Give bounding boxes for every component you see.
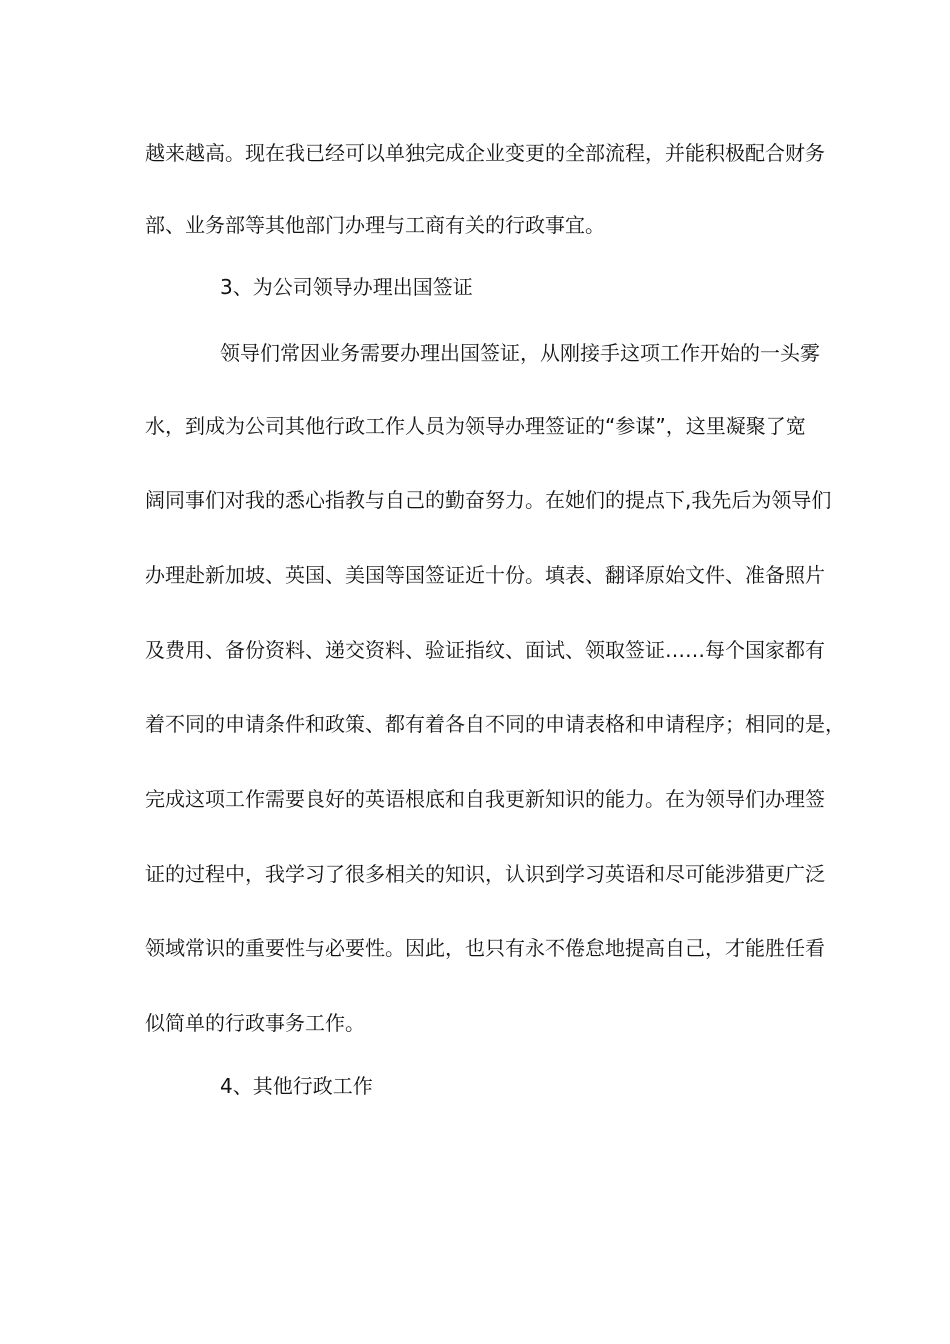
paragraph-line: 及费用、备份资料、递交资料、验证指纹、面试、领取签证……每个国家都有 bbox=[145, 638, 825, 662]
paragraph-line: 完成这项工作需要良好的英语根底和自我更新知识的能力。在为领导们办理签 bbox=[145, 787, 825, 811]
paragraph-line: 阔同事们对我的悉心指教与自己的勤奋努力。在她们的提点下,我先后为领导们 bbox=[145, 488, 832, 512]
paragraph-line: 似简单的行政事务工作。 bbox=[145, 1011, 365, 1035]
paragraph-line: 越来越高。现在我已经可以单独完成企业变更的全部流程，并能积极配合财务 bbox=[145, 141, 825, 165]
section-heading: 4、其他行政工作 bbox=[220, 1074, 373, 1098]
paragraph-line: 办理赴新加坡、英国、美国等国签证近十份。填表、翻译原始文件、准备照片 bbox=[145, 563, 825, 587]
paragraph-line: 水，到成为公司其他行政工作人员为领导办理签证的“参谋”，这里凝聚了宽 bbox=[145, 414, 806, 438]
paragraph-line: 领域常识的重要性与必要性。因此，也只有永不倦怠地提高自己，才能胜任看 bbox=[145, 936, 825, 960]
paragraph-line: 领导们常因业务需要办理出国签证，从刚接手这项工作开始的一头雾 bbox=[220, 341, 820, 365]
paragraph-line: 证的过程中，我学习了很多相关的知识，认识到学习英语和尽可能涉猎更广泛 bbox=[145, 862, 825, 886]
section-heading: 3、为公司领导办理出国签证 bbox=[220, 275, 473, 299]
paragraph-line: 着不同的申请条件和政策、都有着各自不同的申请表格和申请程序；相同的是， bbox=[145, 712, 845, 736]
paragraph-line: 部、业务部等其他部门办理与工商有关的行政事宜。 bbox=[145, 213, 605, 237]
